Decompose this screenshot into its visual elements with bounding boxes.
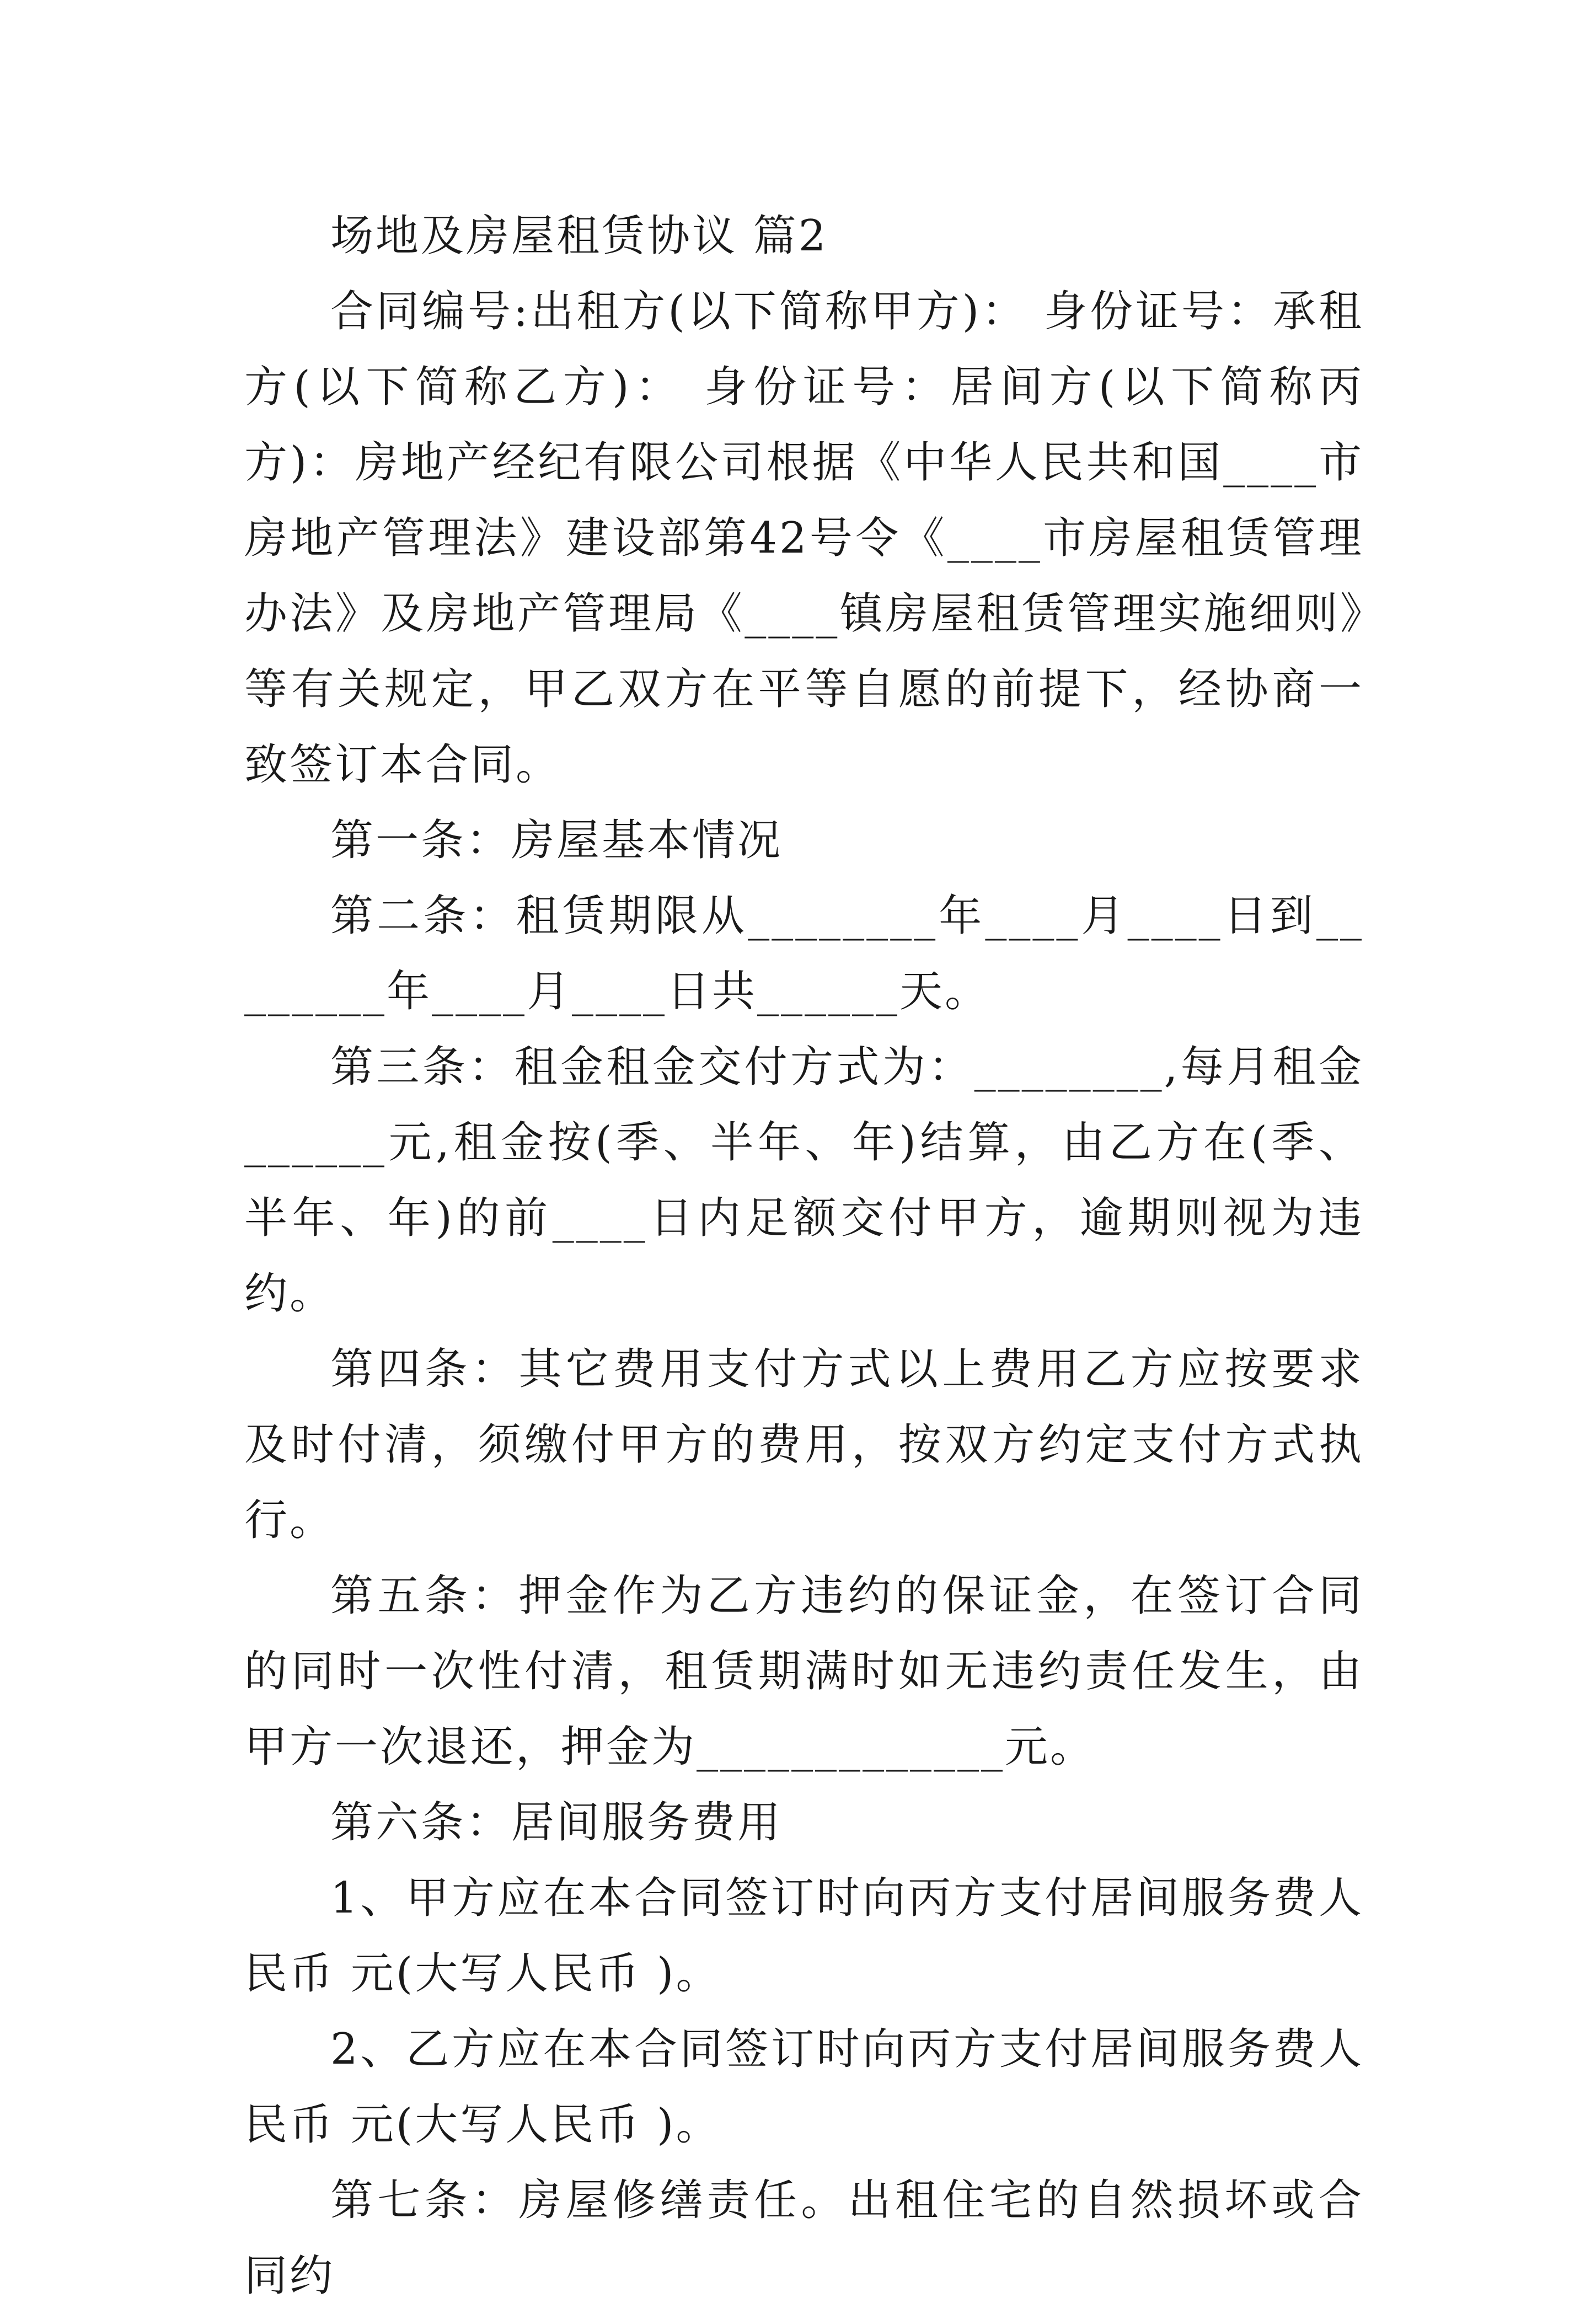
paragraph-article-6-item-2: 2、乙方应在本合同签订时向丙方支付居间服务费人民币 元(大写人民币 )。 (244, 2024, 1364, 2150)
paragraph-article-7: 第七条：房屋修缮责任。出租住宅的自然损坏或合同约 (244, 2176, 1364, 2301)
paragraph-article-4: 第四条：其它费用支付方式以上费用乙方应按要求及时付清，须缴付甲方的费用，按双方约定支付方式执行。 (244, 1345, 1364, 1545)
paragraph-article-5: 第五条：押金作为乙方违约的保证金，在签订合同的同时一次性付清，租赁期满时如无违约责任发生，由甲方一次退还，押金为_____________元。 (244, 1571, 1364, 1772)
paragraph-article-6-item-1: 1、甲方应在本合同签订时向丙方支付居间服务费人民币 元(大写人民币 )。 (244, 1873, 1364, 1999)
paragraph-article-6: 第六条：居间服务费用 (330, 1798, 783, 1847)
document-title: 场地及房屋租赁协议 篇2 (330, 211, 828, 261)
paragraph-article-1: 第一条：房屋基本情况 (330, 816, 783, 865)
paragraph-article-3: 第三条：租金租金交付方式为：________,每月租金______元,租金按(季、半年、年)结算，由乙方在(季、半年、年)的前____日内足额交付甲方，逾期则视为违约。 (244, 1042, 1364, 1319)
paragraph-preamble: 合同编号:出租方(以下简称甲方)： 身份证号：承租方(以下简称乙方)： 身份证号：居间方(以下简称丙方)：房地产经纪有限公司根据《中华人民共和国____市房地产管理法》建设部第42号令《____市房屋租赁管理办法》及房地产管理局《____镇房屋租赁管理实施细则》等有关规定，甲乙双方在平等自愿的前提下，经协商一致签订本合同。 (244, 287, 1364, 790)
paragraph-article-2: 第二条：租赁期限从________年____月____日到________年____月____日共______天。 (244, 891, 1364, 1016)
document-body (244, 199, 1364, 2314)
